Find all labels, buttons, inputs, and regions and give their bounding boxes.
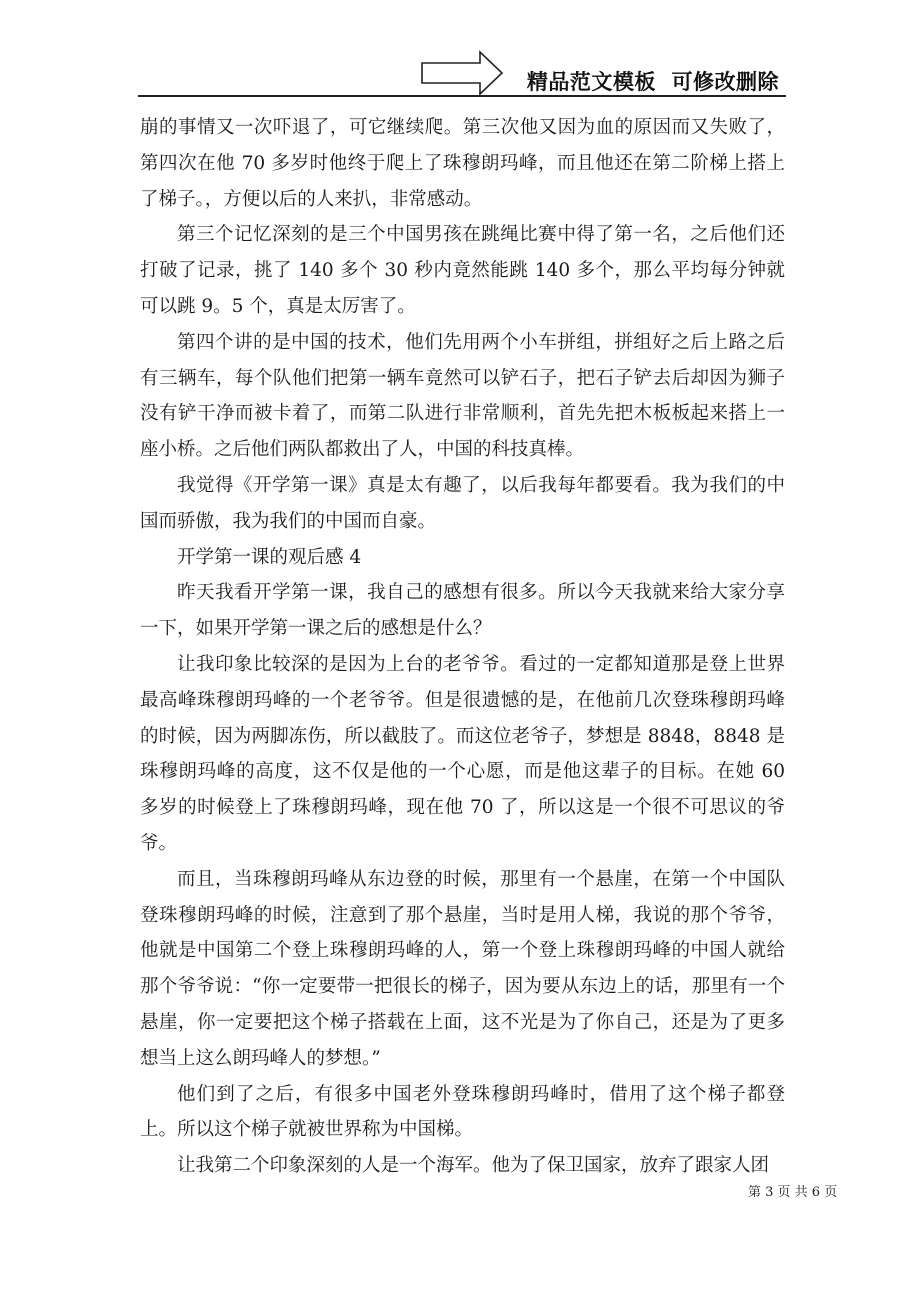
page-number: 第 3 页 共 6 页: [748, 1185, 838, 1200]
page-header: [420, 50, 785, 100]
paragraph-3: 第四个讲的是中国的技术，他们先用两个小车拼组，拼组好之后上路之后有三辆车，每个队他们把第一辆车竟然可以铲石子，把石子铲去后却因为狮子没有铲干净而被卡着了，而第二队进行非常顺利，首先先把木板板起来搭上一座小桥。之后他们两队都救出了人，中国的科技真棒。: [140, 331, 785, 461]
paragraph-6: 让我印象比较深的是因为上台的老爷爷。看过的一定都知道那是登上世界最高峰珠穆朗玛峰的一个老爷爷。但是很遗憾的是，在他前几次登珠穆朗玛峰的时候，因为两脚冻伤，所以截肢了。而这位老爷子，梦想是 8848，8848 是珠穆朗玛峰的高度，这不仅是他的一个心愿，而是他这辈子的目标。在她 60 多岁的时候登上了珠穆朗玛峰，现在他 70 了，所以这是一个很不可思议的爷爷。: [140, 653, 785, 854]
paragraph-9: 让我第二个印象深刻的人是一个海军。他为了保卫国家，放弃了跟家人团: [177, 1155, 770, 1177]
paragraph-5: 昨天我看开学第一课，我自己的感想有很多。所以今天我就来给大家分享一下，如果开学第一课之后的感想是什么？: [140, 582, 785, 640]
paragraph-1: 崩的事情又一次吓退了，可它继续爬。第三次他又因为血的原因而又失败了，第四次在他 70 多岁时他终于爬上了珠穆朗玛峰，而且他还在第二阶梯上搭上了梯子。，方便以后的人来扒，非常感动。: [140, 117, 785, 210]
paragraph-4: 我觉得《开学第一课》真是太有趣了，以后我每年都要看。我为我们的中国而骄傲，我为我们的中国而自豪。: [140, 474, 785, 532]
paragraph-2: 第三个记忆深刻的是三个中国男孩在跳绳比赛中得了第一名，之后他们还打破了记录，挑了 140 多个 30 秒内竟然能跳 140 多个，那么平均每分钟就可以跳 9。5 个，真是太厉害了。: [140, 224, 785, 317]
header-title: 精品范文模板 可修改删除: [526, 70, 779, 94]
header-divider: [138, 95, 786, 97]
paragraph-7: 而且，当珠穆朗玛峰从东边登的时候，那里有一个悬崖，在第一个中国队登珠穆朗玛峰的时候，注意到了那个悬崖，当时是用人梯，我说的那个爷爷，他就是中国第二个登上珠穆朗玛峰的人，第一个登上珠穆朗玛峰的中国人就给那个爷爷说：“你一定要带一把很长的梯子，因为要从东边上的话，那里有一个悬崖，你一定要把这个梯子搭载在上面，这不光是为了你自己，还是为了更多想当上这么朗玛峰人的梦想。”: [140, 868, 785, 1069]
document-body: [140, 110, 785, 1184]
right-arrow-icon: [420, 50, 504, 96]
paragraph-8: 他们到了之后，有很多中国老外登珠穆朗玛峰时，借用了这个梯子都登上。所以这个梯子就被世界称为中国梯。: [140, 1083, 785, 1141]
section-heading: 开学第一课的观后感 4: [177, 546, 362, 568]
